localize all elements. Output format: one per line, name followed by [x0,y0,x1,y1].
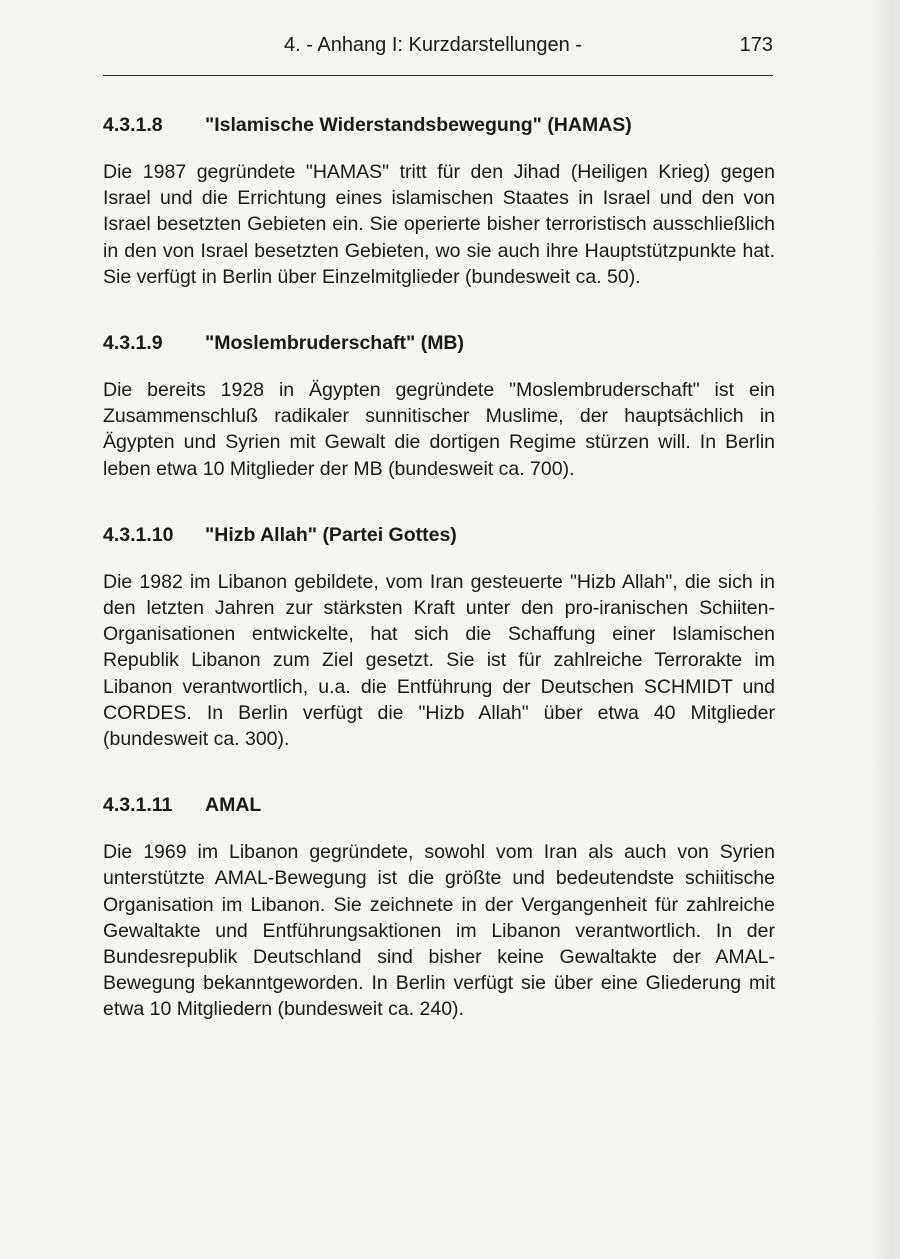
section-paragraph: Die 1987 gegründete "HAMAS" tritt für den Jihad (Heiligen Krieg) gegen Israel und die Errichtung eines islamischen Staates in Israel und den von Israel besetzten Gebieten ein. Sie operierte bisher terroristisch ausschließlich in den von Israel besetzten Gebieten, wo sie auch ihre Hauptstützpunkte hat. Sie verfügt in Berlin über Einzelmitglieder (bundesweit ca. 50). [103,161,775,288]
page-content [103,112,775,1063]
section-heading [103,112,775,138]
section-heading [103,792,775,818]
section-title: "Moslembruderschaft" (MB) [205,332,465,355]
section-hamas [103,112,775,290]
section-paragraph: Die bereits 1928 in Ägypten gegründete "Moslembruderschaft" ist ein Zusammenschluß radikaler sunnitischer Muslime, der hauptsächlich in Ägypten und Syrien mit Gewalt die dortigen Regime stürzen will. In Berlin leben etwa 10 Mitglieder der MB (bundesweit ca. 700). [103,379,775,480]
section-heading [103,522,775,548]
section-heading [103,330,775,356]
section-number: 4.3.1.9 [103,332,163,355]
page-edge-shadow [870,0,900,1259]
header-rule [103,75,773,76]
section-hizb-allah [103,522,775,752]
section-paragraph: Die 1969 im Libanon gegründete, sowohl vom Iran als auch von Syrien unterstützte AMAL-Bewegung ist die größte und bedeutendste schiitische Organisation im Libanon. Sie zeichnete in der Vergangenheit für zahlreiche Gewaltakte und Entführungsaktionen im Libanon verantwortlich. In der Bundesrepublik Deutschland sind bisher keine Gewaltakte der AMAL-Bewegung bekanntgeworden. In Berlin verfügt sie über eine Gliederung mit etwa 10 Mitgliedern (bundesweit ca. 240). [103,841,775,1021]
section-number: 4.3.1.11 [103,794,173,817]
section-number: 4.3.1.10 [103,523,174,546]
section-title: "Hizb Allah" (Partei Gottes) [205,523,457,546]
section-number: 4.3.1.8 [103,114,163,136]
section-paragraph: Die 1982 im Libanon gebildete, vom Iran gesteuerte "Hizb Allah", die sich in den letzten Jahren zur stärksten Kraft unter den pro-iranischen Schiiten-Organisationen entwickelte, hat sich die Schaffung einer Islamischen Republik Libanon zum Ziel gesetzt. Sie ist für zahlreiche Terrorakte im Libanon verantwortlich, u.a. die Entführung der Deutschen SCHMIDT und CORDES. In Berlin verfügt die "Hizb Allah" über etwa 40 Mitglieder (bundesweit ca. 300). [103,570,775,751]
section-amal [103,792,775,1022]
page-header [103,34,773,64]
page-number: 173 [739,34,773,56]
section-title: "Islamische Widerstandsbewegung" (HAMAS) [205,114,632,136]
section-moslembruderschaft [103,330,775,482]
section-title: AMAL [205,794,262,817]
running-title: 4. - Anhang I: Kurzdarstellungen - [284,34,582,56]
